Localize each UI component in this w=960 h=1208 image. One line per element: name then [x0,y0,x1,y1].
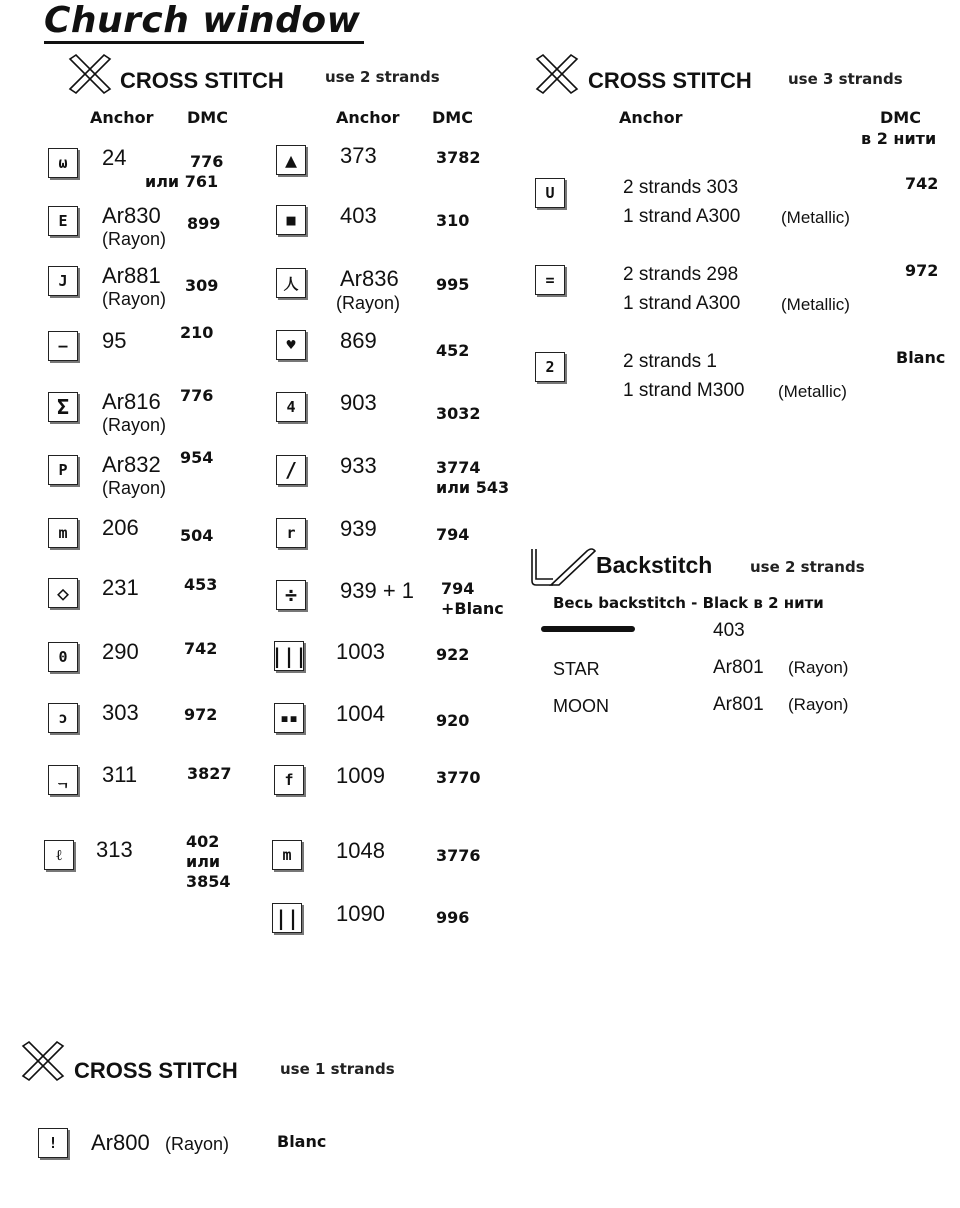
anchor-value: 373 [340,143,377,168]
dmc-column-header: DMC [187,108,228,127]
anchor-column-header: Anchor [619,108,683,127]
symbol-box: || [272,903,302,933]
dmc-value: 776 [190,152,224,171]
dmc-value-alt: или [186,852,221,871]
backstitch-anchor: Ar801 [713,657,764,678]
section-heading: CROSS STITCH [74,1058,238,1083]
symbol-box: J [48,266,78,296]
symbol-box: 0 [48,642,78,672]
symbol-box: m [48,518,78,548]
symbol-box: m [272,840,302,870]
symbol-box: 4 [276,392,306,422]
anchor-value: 869 [340,328,377,353]
symbol-box: ᆨ [48,765,78,795]
anchor-value: 1004 [336,701,385,726]
dmc-column-subheader: в 2 нити [861,129,937,148]
dmc-value-alt: или 761 [145,172,219,191]
anchor-value: 311 [102,762,138,787]
dmc-value: 776 [180,386,214,405]
strand-line-2: 1 strand M300 [623,380,745,401]
dmc-value: 742 [184,639,218,658]
dmc-column-header: DMC [880,108,921,127]
symbol-box: ω [48,148,78,178]
anchor-value: 1009 [336,763,385,788]
backstitch-line-swatch [541,626,635,632]
symbol-box: r [276,518,306,548]
symbol-box: 人 [276,268,306,298]
section-heading: CROSS STITCH [588,68,752,93]
dmc-column-header: DMC [432,108,473,127]
dmc-value: 920 [436,711,470,730]
symbol-box: P [48,455,78,485]
anchor-value: 1090 [336,901,385,926]
dmc-value: 310 [436,211,470,230]
cross-stitch-icon [66,53,114,95]
strand-note: (Metallic) [778,382,847,401]
strand-line-1: 2 strands 298 [623,264,739,285]
anchor-note: (Rayon) [102,289,167,309]
cross-stitch-icon [533,53,581,95]
anchor-note: (Rayon) [102,415,167,435]
anchor-value: 903 [340,390,377,415]
symbol-box: ÷ [276,580,306,610]
dmc-value: 309 [185,276,219,295]
anchor-value: Ar816 [102,389,161,414]
dmc-value: 452 [436,341,470,360]
symbol-box: ■ [276,205,306,235]
strand-note: (Metallic) [781,295,850,314]
anchor-value: Ar830 [102,203,161,228]
dmc-value-alt: 3854 [186,872,231,891]
dmc-value: 210 [180,323,214,342]
anchor-value: 290 [102,639,139,664]
dmc-value: 3032 [436,404,481,423]
dmc-value: 3770 [436,768,481,787]
backstitch-anchor: 403 [713,620,745,641]
symbol-box: ||| [274,641,304,671]
section-note: use 2 strands [325,68,440,86]
anchor-value: 1048 [336,838,385,863]
symbol-box: ɔ [48,703,78,733]
anchor-value: 939 + 1 [340,578,415,603]
anchor-note: (Rayon) [336,293,401,313]
section-note: use 1 strands [280,1060,395,1078]
dmc-value: 3774 [436,458,481,477]
backstitch-name: MOON [553,696,609,716]
dmc-value: 3827 [187,764,232,783]
dmc-value: 954 [180,448,214,467]
backstitch-note: (Rayon) [788,658,849,677]
anchor-value: Ar836 [340,266,399,291]
dmc-value: 402 [186,832,220,851]
section-note: use 3 strands [788,70,903,88]
anchor-column-header: Anchor [90,108,154,127]
dmc-value: Blanc [277,1132,327,1151]
strand-line-1: 2 strands 303 [623,177,739,198]
backstitch-heading: Backstitch [596,552,713,578]
dmc-value: 3782 [436,148,481,167]
symbol-box: Σ [48,392,78,422]
dmc-value: 899 [187,214,221,233]
dmc-value: 453 [184,575,218,594]
anchor-note: (Rayon) [102,478,167,498]
backstitch-subtitle: Весь backstitch - Black в 2 нити [553,594,824,612]
page-title: Church window [44,0,361,41]
anchor-value: 1003 [336,639,385,664]
dmc-value-alt: +Blanc [441,599,504,618]
dmc-value: 794 [436,525,470,544]
symbol-box: E [48,206,78,236]
symbol-box: ! [38,1128,68,1158]
backstitch-anchor: Ar801 [713,694,764,715]
symbol-box: — [48,331,78,361]
dmc-value: 742 [905,174,939,193]
strand-note: (Metallic) [781,208,850,227]
dmc-value: 995 [436,275,470,294]
strand-line-2: 1 strand A300 [623,206,741,227]
symbol-box: ▪▪ [274,703,304,733]
dmc-value: 996 [436,908,470,927]
anchor-value: Ar800 [91,1130,150,1155]
symbol-box: ▲ [276,145,306,175]
dmc-value: 972 [184,705,218,724]
anchor-value: 939 [340,516,377,541]
dmc-value: 972 [905,261,939,280]
cross-stitch-icon [19,1040,67,1082]
symbol-box: f [274,765,304,795]
title-underline [44,41,364,44]
backstitch-note: (Rayon) [788,695,849,714]
anchor-note: (Rayon) [102,229,167,249]
anchor-value: 95 [102,328,127,353]
anchor-note: (Rayon) [165,1134,230,1154]
dmc-value: Blanc [896,348,946,367]
dmc-value-alt: или 543 [436,478,510,497]
section-heading: CROSS STITCH [120,68,284,93]
anchor-value: 313 [96,837,133,862]
symbol-box: U [535,178,565,208]
dmc-value: 3776 [436,846,481,865]
backstitch-note: use 2 strands [750,558,865,576]
backstitch-icon [527,545,597,587]
dmc-value: 922 [436,645,470,664]
symbol-box: 2 [535,352,565,382]
anchor-value: 933 [340,453,377,478]
strand-line-1: 2 strands 1 [623,351,717,372]
dmc-value: 794 [441,579,475,598]
symbol-box: = [535,265,565,295]
anchor-value: 206 [102,515,139,540]
symbol-box: ◇ [48,578,78,608]
symbol-box: ♥ [276,330,306,360]
anchor-value: 24 [102,145,127,170]
symbol-box: ℓ [44,840,74,870]
anchor-value: Ar881 [102,263,161,288]
anchor-value: 231 [102,575,139,600]
symbol-box: / [276,455,306,485]
anchor-value: Ar832 [102,452,161,477]
backstitch-name: STAR [553,659,600,679]
dmc-value: 504 [180,526,214,545]
anchor-column-header: Anchor [336,108,400,127]
strand-line-2: 1 strand A300 [623,293,741,314]
anchor-value: 303 [102,700,139,725]
anchor-value: 403 [340,203,377,228]
